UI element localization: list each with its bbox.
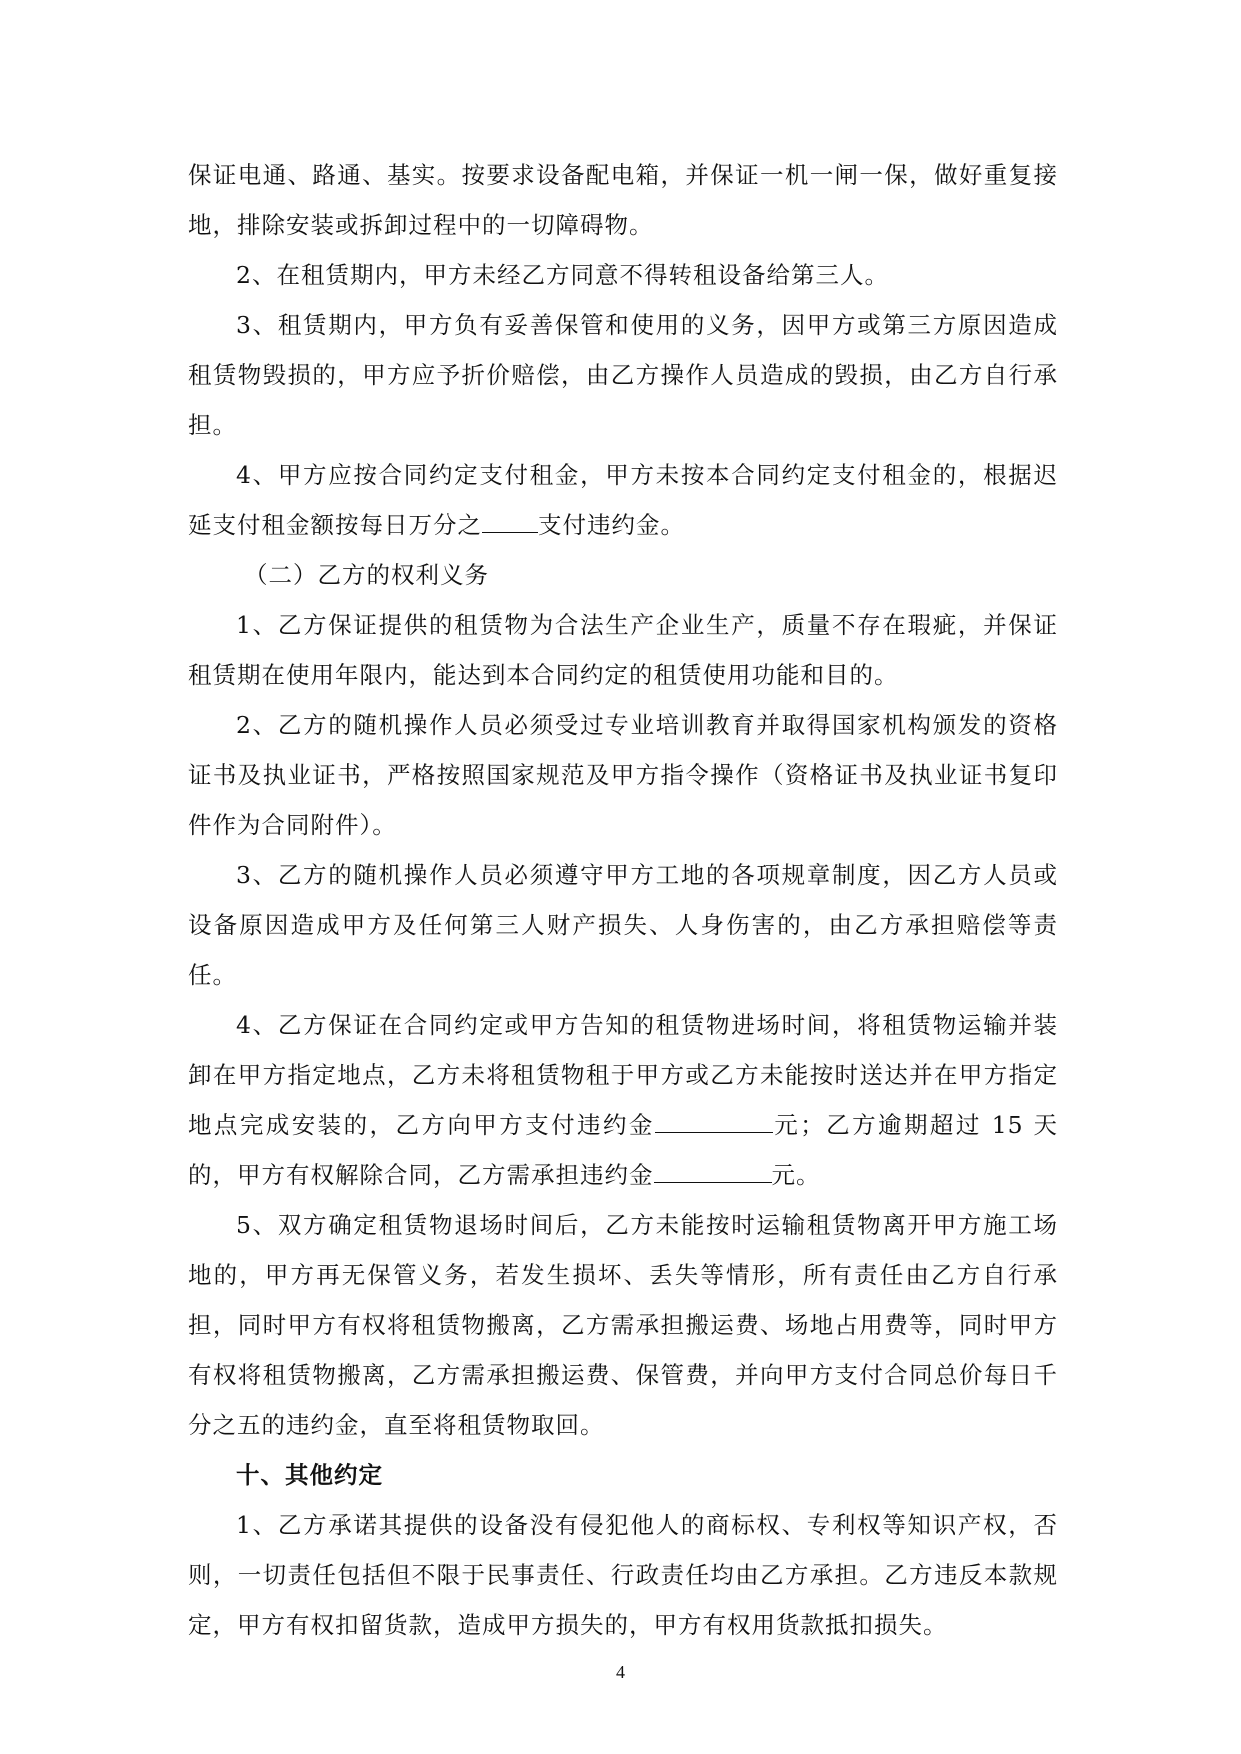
paragraph-item-3: 3、租赁期内，甲方负有妥善保管和使用的义务，因甲方或第三方原因造成租赁物毁损的，甲方应予折价赔偿，由乙方操作人员造成的毁损，由乙方自行承担。 (188, 311, 1058, 439)
paragraph-b-item-2: 2、乙方的随机操作人员必须受过专业培训教育并取得国家机构颁发的资格证书及执业证书，严格按照国家规范及甲方指令操作（资格证书及执业证书复印件作为合同附件）。 (188, 711, 1058, 839)
fill-in-blank (655, 1106, 773, 1133)
paragraph-item-4 (188, 450, 1058, 550)
paragraph-b-item-4-part2: 元；乙方逾期超过 15 天的，甲方有权解除合同，乙方需承担违约金 (188, 1111, 1059, 1189)
sub-heading-party-b-rights: （二）乙方的权利义务 (244, 561, 489, 589)
paragraph-item-4-text-before: 4、甲方应按合同约定支付租金，甲方未按本合同约定支付租金的，根据迟延支付租金额按每日万分之 (188, 461, 1058, 539)
paragraph-continuation: 保证电通、路通、基实。按要求设备配电箱，并保证一机一闸一保，做好重复接地，排除安装或拆卸过程中的一切障碍物。 (188, 161, 1058, 239)
paragraph-b-item-5: 5、双方确定租赁物退场时间后，乙方未能按时运输租赁物离开甲方施工场地的，甲方再无保管义务，若发生损坏、丢失等情形，所有责任由乙方自行承担，同时甲方有权将租赁物搬离，乙方需承担搬运费、场地占用费等，同时甲方有权将租赁物搬离，乙方需承担搬运费、保管费，并向甲方支付合同总价每日千分之五的违约金，直至将租赁物取回。 (188, 1211, 1058, 1439)
paragraph-item-2: 2、在租赁期内，甲方未经乙方同意不得转租设备给第三人。 (236, 261, 889, 289)
section-heading-other-agreements: 十、其他约定 (236, 1461, 383, 1489)
paragraph-b-item-4 (188, 1000, 1058, 1200)
paragraph-b-item-3: 3、乙方的随机操作人员必须遵守甲方工地的各项规章制度，因乙方人员或设备原因造成甲方及任何第三人财产损失、人身伤害的，由乙方承担赔偿等责任。 (188, 861, 1058, 989)
paragraph-section-10-item-1: 1、乙方承诺其提供的设备没有侵犯他人的商标权、专利权等知识产权，否则，一切责任包括但不限于民事责任、行政责任均由乙方承担。乙方违反本款规定，甲方有权扣留货款，造成甲方损失的，甲方有权用货款抵扣损失。 (188, 1511, 1058, 1639)
paragraph-item-4-text-after: 支付违约金。 (538, 511, 685, 539)
paragraph-b-item-4-part3: 元。 (771, 1161, 821, 1189)
document-body (188, 150, 1058, 1650)
paragraph-b-item-1: 1、乙方保证提供的租赁物为合法生产企业生产，质量不存在瑕疵，并保证租赁期在使用年限内，能达到本合同约定的租赁使用功能和目的。 (188, 611, 1058, 689)
paragraph-b-item-4-part1: 4、乙方保证在合同约定或甲方告知的租赁物进场时间，将租赁物运输并装卸在甲方指定地点，乙方未将租赁物租于甲方或乙方未能按时送达并在甲方指定地点完成安装的，乙方向甲方支付违约金 (188, 1011, 1058, 1139)
fill-in-blank (482, 506, 538, 533)
fill-in-blank (654, 1156, 772, 1183)
page-number: 4 (616, 1662, 625, 1682)
